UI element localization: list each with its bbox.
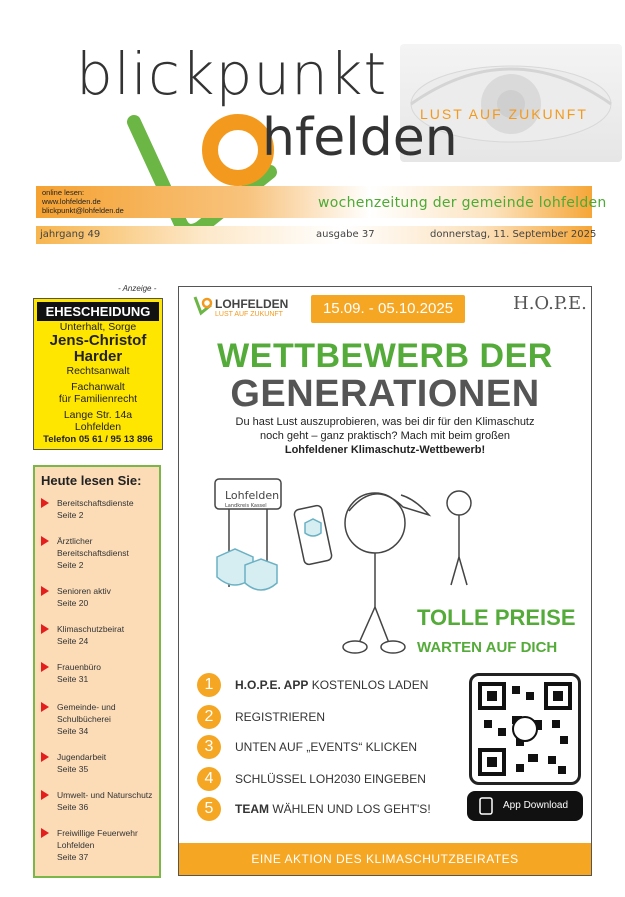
toc-item-label: Jugendarbeit <box>57 752 107 762</box>
step-text: UNTEN AUF „EVENTS“ KLICKEN <box>235 740 418 754</box>
toc-item-label: Umwelt- und Naturschutz <box>57 790 153 800</box>
ad-name-first: Jens-Christof <box>49 332 147 349</box>
poster-date-range: 15.09. - 05.10.2025 <box>311 295 465 323</box>
ad-role2b: für Familienrecht <box>58 393 138 405</box>
step-text: SCHLÜSSEL LOH2030 EINGEBEN <box>235 772 426 786</box>
sign-title: Lohfelden <box>225 489 280 502</box>
toc-item-label2: Schulbücherei <box>57 714 111 724</box>
toc-item-label: Ärztlicher <box>57 536 93 546</box>
step-number: 1 <box>197 673 221 697</box>
step-text: KOSTENLOS LADEN <box>308 678 429 692</box>
step-bold: H.O.P.E. APP <box>235 678 309 692</box>
poster-headline-2: GENERATIONEN <box>230 373 540 415</box>
ausgabe: ausgabe 37 <box>316 229 375 240</box>
toc-item-label2: Bereitschaftsdienst <box>57 548 129 558</box>
step-number: 5 <box>197 797 221 821</box>
online-email[interactable]: blickpunkt@lohfelden.de <box>42 206 124 215</box>
ad-line: Unterhalt, Sorge <box>59 321 137 333</box>
hope-logo: H.O.P.E. <box>513 293 587 314</box>
toc-item[interactable] <box>41 585 159 609</box>
masthead-title-bottom: hfelden <box>262 108 458 168</box>
intro-line-2: noch geht – ganz praktisch? Mach mit beim großen <box>259 430 511 442</box>
step-number: 3 <box>197 735 221 759</box>
toc-item-page: Seite 24 <box>57 636 89 646</box>
toc-item-page: Seite 31 <box>57 674 89 684</box>
lohfelden-logo-mark <box>120 112 280 242</box>
step-bold: TEAM <box>235 802 269 816</box>
toc-item[interactable] <box>41 701 159 737</box>
intro-line-1: Du hast Lust auszuprobieren, was bei dir für den Klimaschutz <box>235 416 535 428</box>
phone-icon <box>479 797 493 815</box>
table-of-contents <box>33 465 161 878</box>
toc-item[interactable] <box>41 623 159 647</box>
step-number: 4 <box>197 767 221 791</box>
ad-role: Rechtsanwalt <box>66 365 130 377</box>
arrow-right-icon <box>41 498 49 508</box>
ad-role2a: Fachanwalt <box>71 381 125 393</box>
toc-item[interactable] <box>41 535 159 571</box>
toc-item[interactable] <box>41 661 159 685</box>
online-label: online lesen: <box>42 188 85 197</box>
toc-item-page: Seite 36 <box>57 802 89 812</box>
toc-item-page: Seite 2 <box>57 560 84 570</box>
toc-item-page: Seite 35 <box>57 764 89 774</box>
arrow-right-icon <box>41 752 49 762</box>
arrow-right-icon <box>41 790 49 800</box>
anzeige-label: - Anzeige - <box>118 284 157 293</box>
toc-item-page: Seite 34 <box>57 726 89 736</box>
jahrgang: jahrgang 49 <box>40 229 101 240</box>
poster-footer: EINE AKTION DES KLIMASCHUTZBEIRATES <box>179 843 591 875</box>
arrow-right-icon <box>41 662 49 672</box>
online-url[interactable]: www.lohfelden.de <box>42 197 101 206</box>
poster-illustration <box>189 467 499 667</box>
toc-item-page: Seite 2 <box>57 510 84 520</box>
poster-logo-sub: LUST AUF ZUKUNFT <box>215 311 283 318</box>
sign-sub: Landkreis Kassel <box>225 503 267 509</box>
ad-heading: EHESCHEIDUNG <box>37 302 159 321</box>
masthead-title-top: blickpunkt <box>76 40 388 108</box>
ad-name-last: Harder <box>73 348 123 365</box>
arrow-right-icon <box>41 828 49 838</box>
ad-street: Lange Str. 14a <box>63 409 133 421</box>
step-text: REGISTRIEREN <box>235 710 326 724</box>
arrow-right-icon <box>41 624 49 634</box>
ad-phone: Telefon 05 61 / 95 13 896 <box>43 434 153 445</box>
toc-item[interactable] <box>41 827 159 863</box>
step-number: 2 <box>197 705 221 729</box>
toc-item-label: Senioren aktiv <box>57 586 111 596</box>
arrow-right-icon <box>41 586 49 596</box>
lawyer-ad[interactable] <box>33 298 163 450</box>
qr-code[interactable] <box>469 673 581 785</box>
toc-item-page: Seite 37 <box>57 852 89 862</box>
issue-date: donnerstag, 11. September 2025 <box>430 229 597 240</box>
climate-competition-poster <box>178 286 592 876</box>
lohfelden-small-logo-icon <box>193 295 213 317</box>
toc-item-label2: Lohfelden <box>57 840 95 850</box>
online-info <box>42 188 124 215</box>
masthead-subtitle: wochenzeitung der gemeinde lohfelden <box>318 195 607 211</box>
toc-item-label: Klimaschutzbeirat <box>57 624 125 634</box>
toc-item-label: Bereitschaftsdienste <box>57 498 134 508</box>
arrow-right-icon <box>41 536 49 546</box>
step-text: WÄHLEN UND LOS GEHT'S! <box>269 802 431 816</box>
toc-title: Heute lesen Sie: <box>41 473 142 488</box>
toc-item-label: Frauenbüro <box>57 662 101 672</box>
toc-item[interactable] <box>41 751 159 775</box>
app-download-button[interactable] <box>467 791 583 821</box>
prize-line-2: WARTEN AUF DICH <box>417 639 558 656</box>
masthead-tagline: LUST AUF ZUKUNFT <box>420 106 588 122</box>
toc-item-label: Freiwillige Feuerwehr <box>57 828 138 838</box>
poster-intro <box>193 415 577 457</box>
toc-item[interactable] <box>41 789 159 813</box>
intro-line-3: Lohfeldener Klimaschutz-Wettbewerb! <box>284 444 486 456</box>
poster-logo-title: LOHFELDEN <box>215 297 289 311</box>
arrow-right-icon <box>41 702 49 712</box>
toc-item[interactable] <box>41 497 159 521</box>
toc-item-label: Gemeinde- und <box>57 702 116 712</box>
ad-city: Lohfelden <box>74 421 122 433</box>
toc-item-page: Seite 20 <box>57 598 89 608</box>
app-download-label: App Download <box>503 800 569 811</box>
prize-line-1: TOLLE PREISE <box>417 605 576 630</box>
qr-code-icon <box>472 676 578 782</box>
poster-headline-1: WETTBEWERB DER <box>217 337 553 375</box>
